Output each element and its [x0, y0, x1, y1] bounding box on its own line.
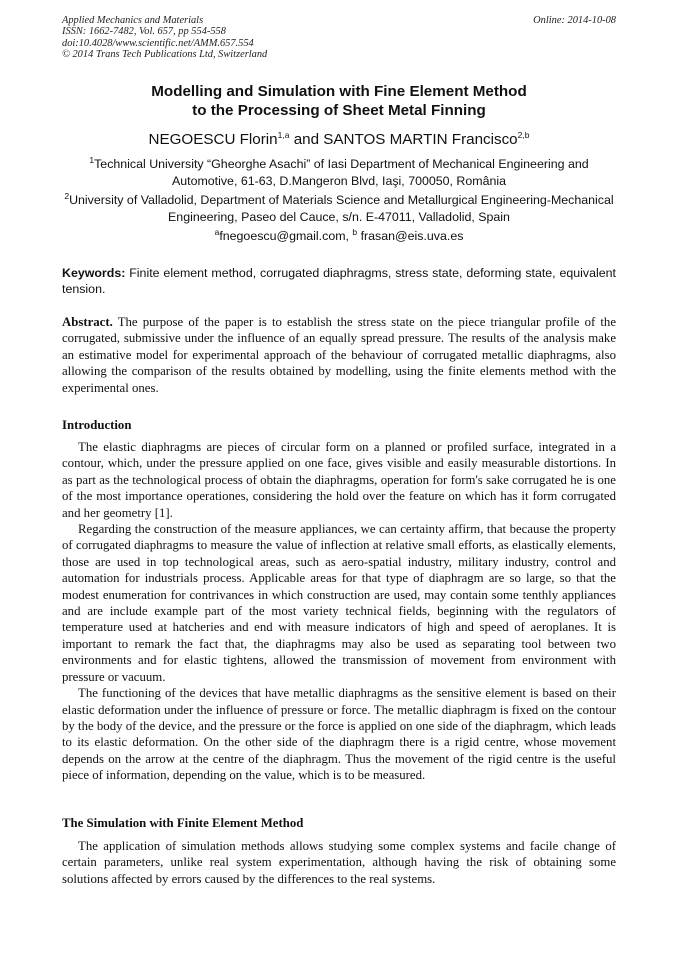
journal-doi: doi:10.4028/www.scientific.net/AMM.657.554 [62, 37, 254, 49]
author-1: NEGOESCU Florin [148, 131, 278, 148]
abstract-text: The purpose of the paper is to establish the stress state on the piece triangular profile of the corrugated, submissive under the influence of an equally spread pressure. The results of the analysis make an estimative model for experimental approach of the behaviour of corrugated metallic diaphragms, also allowing the comparison of the results obtained by modelling, using the finite elements method with the experimental ones. [62, 315, 616, 395]
abstract-label: Abstract. [62, 315, 113, 329]
journal-issn: ISSN: 1662-7482, Vol. 657, pp 554-558 [62, 26, 226, 38]
author-1-sup: 1,a [277, 129, 290, 140]
section-heading-simulation: The Simulation with Finite Element Method [62, 816, 304, 830]
journal-name: Applied Mechanics and Materials [62, 15, 204, 26]
author-list [62, 131, 616, 149]
author-2: SANTOS MARTIN Francisco [323, 131, 518, 148]
section-heading-introduction: Introduction [62, 418, 132, 432]
journal-copyright: © 2014 Trans Tech Publications Ltd, Switzerland [62, 49, 268, 61]
keywords [62, 265, 616, 297]
email-b-sup: b [352, 226, 358, 237]
journal-header [62, 15, 616, 61]
keywords-text: Finite element method, corrugated diaphragms, stress state, deforming state, equivalent tension. [62, 266, 616, 296]
introduction-body [62, 439, 616, 784]
email-b-link[interactable]: frasan@eis.uva.es [357, 229, 464, 243]
affiliation-2 [62, 192, 616, 226]
affiliation-1 [62, 156, 616, 190]
email-a-sup: a [214, 226, 220, 237]
author-emails [62, 228, 616, 245]
paragraph: The elastic diaphragms are pieces of circular form on a planned or profiled surface, integrated in a contour, which, under the pressure applied on one face, gives visible and easily measurable distortions. In as part as the technological process of obtain the diaphragms, operation for form's sake corrugated he is one of the most importance operationes, considering the hold over the feature on which has it form corrugated and her geometry [1]. [62, 440, 616, 520]
paragraph: Regarding the construction of the measure appliances, we can certainty affirm, that because the property of corrugated diaphragms to measure the value of inflection at relative small efforts, as elastically elements, those are used in top technological areas, such as aero-spatial industry, military industry, control and automation for industrials process. Applicable areas for that type of diaphragm are so large, so that the modest enumeration for contrivances in which construction are used, may contain some tenthly appliances and are include example part of the most variety technical fields, beginning with the regulators of temperature used at hatcheries and end with measure indicators of high and speed of aeroplanes. It is important to remark the fact that, the diaphragms may also be used as separating tool between two environments and for elastic tightens, allowed the transmission of movement from environment with pressure or vacuum. [62, 522, 616, 684]
abstract [62, 314, 616, 396]
author-conjunction: and [289, 131, 324, 148]
paper-title-line-2: to the Processing of Sheet Metal Finning [192, 102, 486, 119]
affiliation-1-sup: 1 [89, 154, 95, 165]
email-a-link[interactable]: fnegoescu@gmail.com, [219, 229, 353, 243]
affiliation-2-text: University of Valladolid, Department of Materials Science and Metallurgical Engineering-Mechanical Engineering, Paseo del Cauce, s/n. E-47011, Valladolid, Spain [69, 193, 614, 224]
affiliation-2-sup: 2 [64, 190, 70, 201]
paragraph: The functioning of the devices that have metallic diaphragms as the sensitive element is based on their elastic deformation under the influence of pressure or force. The metallic diaphragm is fixed on the contour by the body of the device, and the pressure or the force is applied on one side of the diaphragm, which leads to its elastic deformation. On the other side of the diaphragm there is a rigid centre, whose movement depends on the arrow at the centre of the diaphragm. Thus the movement of the rigid centre is the useful piece of information, depending on the value, which is to be measured. [62, 686, 616, 783]
paper-title-line-1: Modelling and Simulation with Fine Element Method [151, 83, 527, 100]
author-2-sup: 2,b [517, 129, 530, 140]
affiliation-1-text: Technical University “Gheorghe Asachi” of Iasi Department of Mechanical Engineering and Automotive, 61-63, D.Mangeron Blvd, Iaşi, 700050, România [94, 157, 589, 188]
paragraph: The application of simulation methods allows studying some complex systems and facile change of certain parameters, unlike real system experimentation, although having the risk of obtaining some solutions affected by errors caused by the differences to the real systems. [62, 839, 616, 886]
keywords-label: Keywords: [62, 266, 126, 280]
online-date: Online: 2014-10-08 [533, 15, 616, 26]
simulation-body [62, 838, 616, 887]
paper-title [62, 82, 616, 120]
